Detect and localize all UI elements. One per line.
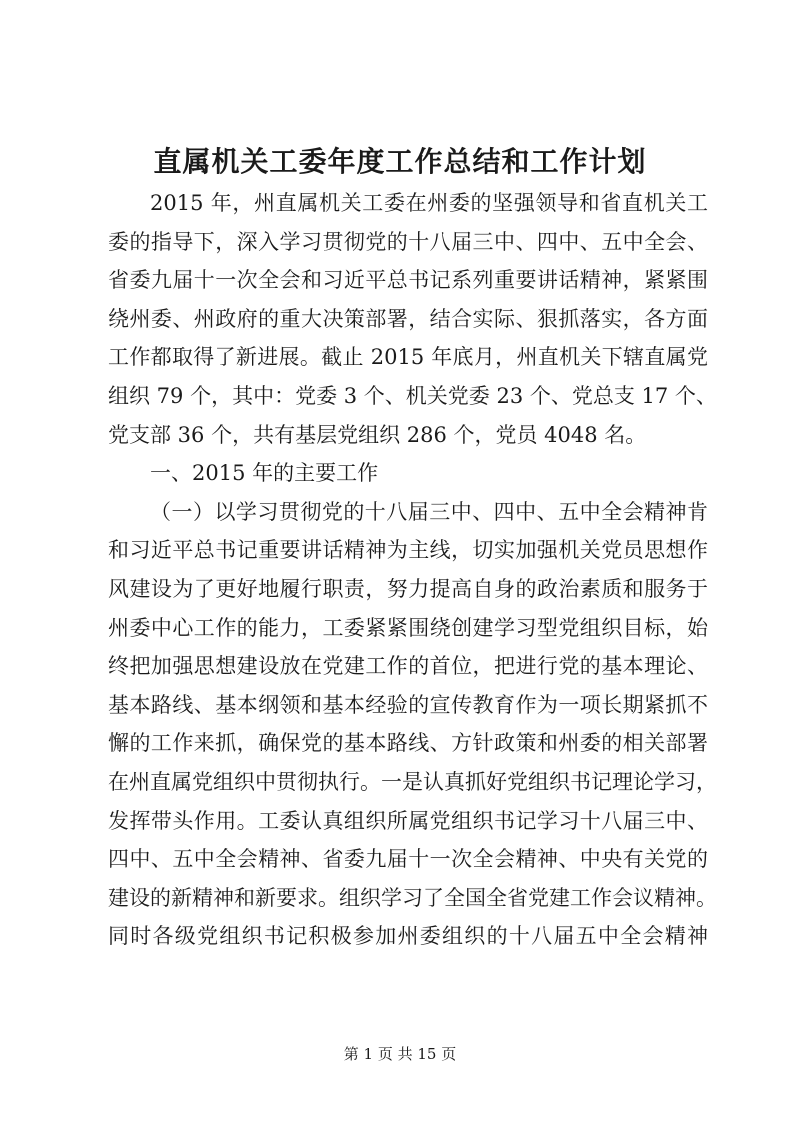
paragraph-line: 2015 年，州直属机关工委在州委的坚强领导和省直机关工	[150, 191, 708, 215]
paragraph-line: 懈的工作来抓，确保党的基本路线、方针政策和州委的相关部署	[108, 731, 708, 756]
paragraph-line: 和习近平总书记重要讲话精神为主线，切实加强机关党员思想作	[108, 538, 708, 563]
paragraph-line: 基本路线、基本纲领和基本经验的宣传教育作为一项长期紧抓不	[108, 692, 708, 717]
paragraph-line: 风建设为了更好地履行职责，努力提高自身的政治素质和服务于	[108, 576, 708, 601]
paragraph-line: 党支部 36 个，共有基层党组织 286 个，党员 4048 名。	[108, 422, 647, 447]
paragraph-line: 在州直属党组织中贯彻执行。一是认真抓好党组织书记理论学习，	[108, 769, 717, 794]
page-footer: 第 1 页 共 15 页	[343, 1045, 457, 1063]
paragraph-line: 绕州委、州政府的重大决策部署，结合实际、狠抓落实，各方面	[108, 306, 708, 331]
paragraph-line: 工作都取得了新进展。截止 2015 年底月，州直机关下辖直属党	[108, 345, 708, 370]
paragraph-line: 州委中心工作的能力，工委紧紧围绕创建学习型党组织目标，始	[108, 615, 708, 640]
document-title: 直属机关工委年度工作总结和工作计划	[153, 145, 647, 178]
paragraph-line: 终把加强思想建设放在党建工作的首位，把进行党的基本理论、	[108, 654, 708, 679]
paragraph-line: （一）以学习贯彻党的十八届三中、四中、五中全会精神肯	[150, 499, 708, 524]
paragraph-line: 发挥带头作用。工委认真组织所属党组织书记学习十八届三中、	[108, 808, 708, 833]
paragraph-line: 同时各级党组织书记积极参加州委组织的十八届五中全会精神	[108, 924, 708, 949]
paragraph-line: 委的指导下，深入学习贯彻党的十八届三中、四中、五中全会、	[108, 229, 708, 254]
section-heading: 一、2015 年的主要工作	[150, 461, 379, 486]
document-body	[108, 184, 717, 956]
paragraph-line: 组织 79 个，其中：党委 3 个、机关党委 23 个、党总支 17 个、	[108, 383, 717, 408]
paragraph-line: 四中、五中全会精神、省委九届十一次全会精神、中央有关党的	[108, 847, 708, 872]
paragraph-line: 建设的新精神和新要求。组织学习了全国全省党建工作会议精神。	[108, 885, 717, 910]
paragraph-line: 省委九届十一次全会和习近平总书记系列重要讲话精神，紧紧围	[108, 268, 708, 293]
